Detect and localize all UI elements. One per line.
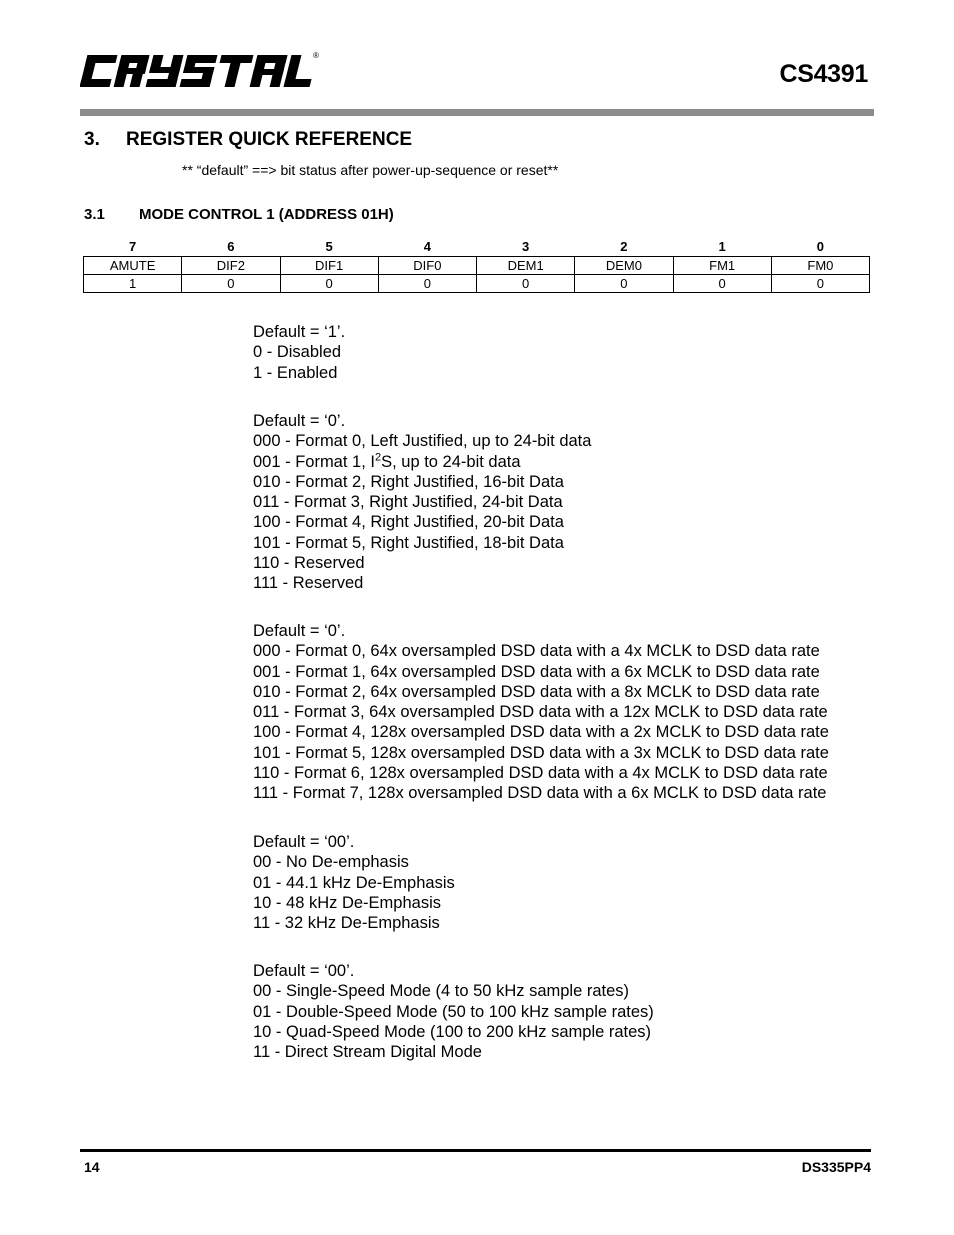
option-line: 110 - Format 6, 128x oversampled DSD data with a 4x MCLK to DSD data rate [253,764,828,783]
option-line: 001 - Format 1, 64x oversampled DSD data with a 6x MCLK to DSD data rate [253,662,820,681]
bit-name: FM0 [771,257,869,275]
option-line: 01 - Double-Speed Mode (50 to 100 kHz sample rates) [253,1002,654,1021]
bit-number: 6 [227,239,235,254]
option-line: 100 - Format 4, Right Justified, 20-bit Data [253,513,564,532]
bit-number: 5 [325,239,333,254]
option-line: 111 - Format 7, 128x oversampled DSD data with a 6x MCLK to DSD data rate [253,784,827,803]
option-line: 011 - Format 3, 64x oversampled DSD data with a 12x MCLK to DSD data rate [253,703,828,722]
option-line: 10 - Quad-Speed Mode (100 to 200 kHz sample rates) [253,1022,652,1041]
option-line: 111 - Reserved [253,574,364,593]
default-line: Default = ‘00’. [253,962,355,980]
subsection-number: 3.1 [84,206,105,223]
fm-description [253,961,654,1062]
i2s-superscript: 2 [374,451,382,464]
bit-name: AMUTE [84,257,182,275]
option-line: 11 - Direct Stream Digital Mode [253,1043,482,1062]
default-value: 0 [378,275,476,293]
bit-name: FM1 [673,257,771,275]
i2s-prefix: 001 - Format 1, I [253,452,375,471]
dsd-description [253,621,829,804]
default-line: Default = ‘1’. [253,323,346,341]
default-value: 0 [280,275,378,293]
default-value: 0 [771,275,869,293]
bit-name-row [84,257,870,275]
option-line: 01 - 44.1 kHz De-Emphasis [253,873,455,892]
bit-name: DIF0 [378,257,476,275]
option-line: 101 - Format 5, Right Justified, 18-bit Data [253,533,564,552]
bit-name: DEM0 [575,257,673,275]
document-id: DS335PP4 [801,1159,871,1175]
option-line: 010 - Format 2, 64x oversampled DSD data with a 8x MCLK to DSD data rate [253,682,820,701]
i2s-suffix: S, up to 24-bit data [381,452,521,471]
dem-description [253,832,455,933]
subsection-heading [84,206,394,223]
option-line: 10 - 48 kHz De-Emphasis [253,893,441,912]
bit-number: 0 [816,239,824,254]
option-line: 11 - 32 kHz De-Emphasis [253,914,440,933]
bit-number: 4 [423,239,431,254]
option-line: 00 - No De-emphasis [253,853,409,872]
bit-number: 2 [620,239,628,254]
section-title: REGISTER QUICK REFERENCE [126,129,413,150]
default-line: Default = ‘00’. [253,833,355,851]
default-value: 0 [673,275,771,293]
part-number: CS4391 [779,60,868,88]
bit-name: DIF1 [280,257,378,275]
section-heading [84,129,412,151]
default-value: 0 [182,275,280,293]
bit-number: 3 [522,239,530,254]
option-line: 110 - Reserved [253,554,365,573]
default-value: 1 [84,275,182,293]
option-line: 101 - Format 5, 128x oversampled DSD data with a 3x MCLK to DSD data rate [253,743,829,762]
amute-description [253,322,345,383]
option-line-i2s [253,452,591,472]
subsection-title: MODE CONTROL 1 (ADDRESS 01H) [139,206,394,223]
default-value: 0 [477,275,575,293]
footer-divider [80,1149,871,1152]
crystal-logo [80,49,320,91]
option-line: 000 - Format 0, Left Justified, up to 24-bit data [253,432,592,451]
option-line: 0 - Disabled [253,343,342,362]
default-line: Default = ‘0’. [253,622,346,640]
bit-number: 1 [718,239,726,254]
page-number: 14 [84,1159,100,1175]
section-number: 3. [84,129,100,150]
register-table [83,237,870,293]
option-line: 011 - Format 3, Right Justified, 24-bit Data [253,493,563,512]
default-value: 0 [575,275,673,293]
bit-name: DEM1 [477,257,575,275]
registered-mark: ® [313,51,319,60]
bit-name: DIF2 [182,257,280,275]
header-divider [80,109,874,116]
option-line: 100 - Format 4, 128x oversampled DSD data with a 2x MCLK to DSD data rate [253,723,829,742]
default-note: ** “default” ==> bit status after power-up-sequence or reset** [182,162,559,178]
bit-number: 7 [129,239,137,254]
default-line: Default = ‘0’. [253,412,346,430]
option-line: 1 - Enabled [253,363,338,382]
default-value-row [84,275,870,293]
option-line: 010 - Format 2, Right Justified, 16-bit Data [253,472,564,491]
bit-number-row [84,237,870,257]
option-line: 00 - Single-Speed Mode (4 to 50 kHz sample rates) [253,982,630,1001]
option-line: 000 - Format 0, 64x oversampled DSD data with a 4x MCLK to DSD data rate [253,642,820,661]
dif-description [253,411,591,594]
